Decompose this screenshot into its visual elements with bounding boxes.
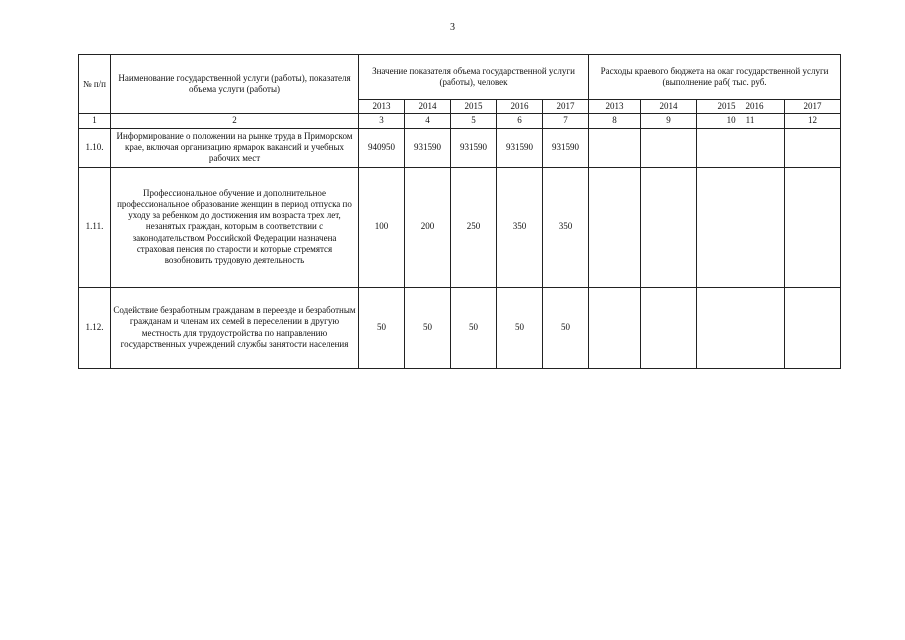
column-number: 1 (79, 114, 111, 128)
header-num: № п/п (79, 55, 111, 114)
column-number: 9 (641, 114, 697, 128)
column-number: 6 (497, 114, 543, 128)
column-number: 4 (405, 114, 451, 128)
header-expenses: Расходы краевого бюджета на окаг государственной услуги (выполнение раб( тыс. руб. (589, 55, 841, 100)
expense-year: 2017 (785, 100, 841, 114)
row-num: 1.12. (79, 287, 111, 368)
expense-cell (697, 167, 785, 287)
row-value: 940950 (359, 128, 405, 167)
expense-cell (785, 167, 841, 287)
header-name: Наименование государственной услуги (работы), показателя объема услуги (работы) (111, 55, 359, 114)
expense-cell (697, 128, 785, 167)
row-value: 250 (451, 167, 497, 287)
row-name: Содействие безработным гражданам в переезде и безработным гражданам и членам их семей в переселении в другую местность для трудоустройства по направлению государственных учреждений службы занятости населения (111, 287, 359, 368)
row-name: Информирование о положении на рынке труда в Приморском крае, включая организацию ярмарок вакансий и учебных рабочих мест (111, 128, 359, 167)
column-number: 5 (451, 114, 497, 128)
volume-year: 2014 (405, 100, 451, 114)
expense-cell (589, 287, 641, 368)
row-value: 931590 (497, 128, 543, 167)
column-number-pair (697, 114, 785, 128)
row-num: 1.11. (79, 167, 111, 287)
page-number: 3 (450, 22, 455, 33)
row-value: 50 (359, 287, 405, 368)
row-value: 200 (405, 167, 451, 287)
row-value: 50 (451, 287, 497, 368)
header-volume: Значение показателя объема государственной услуги (работы), человек (359, 55, 589, 100)
row-value: 931590 (543, 128, 589, 167)
row-value: 350 (497, 167, 543, 287)
expense-cell (785, 128, 841, 167)
row-value: 50 (497, 287, 543, 368)
volume-year: 2017 (543, 100, 589, 114)
expense-cell (589, 167, 641, 287)
row-value: 50 (543, 287, 589, 368)
column-number: 2 (111, 114, 359, 128)
table-row (79, 167, 841, 287)
row-num: 1.10. (79, 128, 111, 167)
volume-year: 2013 (359, 100, 405, 114)
column-number: 10 (726, 115, 736, 126)
table-row (79, 287, 841, 368)
row-value: 100 (359, 167, 405, 287)
expense-year: 2014 (641, 100, 697, 114)
expense-year: 2013 (589, 100, 641, 114)
column-number: 3 (359, 114, 405, 128)
expense-cell (589, 128, 641, 167)
expense-cell (641, 128, 697, 167)
expense-year: 2015 (717, 101, 736, 111)
table-row (79, 128, 841, 167)
expense-year: 2016 (745, 101, 764, 111)
expense-cell (697, 287, 785, 368)
services-table (78, 54, 841, 369)
column-number: 11 (745, 115, 755, 126)
column-number: 8 (589, 114, 641, 128)
column-number: 12 (785, 114, 841, 128)
volume-year: 2015 (451, 100, 497, 114)
row-value: 350 (543, 167, 589, 287)
volume-year: 2016 (497, 100, 543, 114)
expense-cell (641, 167, 697, 287)
row-value: 931590 (451, 128, 497, 167)
row-name: Профессиональное обучение и дополнительное профессиональное образование женщин в период отпуска по уходу за ребенком до достижения им возраста трех лет, незанятых граждан, которым в соответствии с законодательством Российской Федерации назначена страховая пенсия по старости и которые стремятся возобновить трудовую деятельность (111, 167, 359, 287)
row-value: 931590 (405, 128, 451, 167)
row-value: 50 (405, 287, 451, 368)
expense-cell (641, 287, 697, 368)
column-number: 7 (543, 114, 589, 128)
expense-cell (785, 287, 841, 368)
expense-year-pair (697, 100, 785, 114)
